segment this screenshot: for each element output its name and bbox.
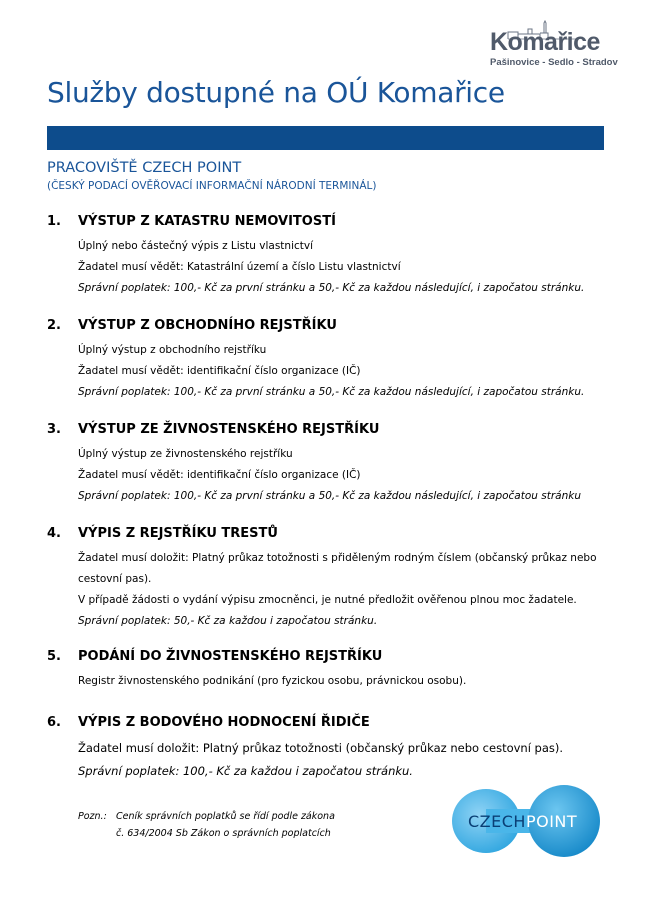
fee-line: Správní poplatek: 50,- Kč za každou i započatou stránku.	[78, 615, 378, 627]
section-line: Žadatel musí doložit: Platný průkaz totožnosti s přiděleným rodným číslem (občanský průkaz nebo	[78, 552, 597, 564]
note-line: č. 634/2004 Sb Zákon o správních poplatcích	[116, 828, 331, 839]
section-number: 5.	[47, 649, 61, 664]
note-line: Ceník správních poplatků se řídí podle zákona	[116, 811, 335, 822]
section-title: VÝPIS Z BODOVÉHO HODNOCENÍ ŘIDIČE	[78, 715, 370, 730]
section-title: VÝSTUP Z OBCHODNÍHO REJSTŘÍKU	[78, 318, 337, 333]
section-heading	[47, 649, 617, 664]
fee-line: Správní poplatek: 100,- Kč za první stránku a 50,- Kč za každou následující, i započatou stránku	[78, 490, 582, 502]
section-heading	[47, 422, 617, 437]
service-section	[47, 526, 617, 632]
section-number: 6.	[47, 715, 61, 730]
header-bar	[47, 126, 604, 150]
section-number: 3.	[47, 422, 61, 437]
section-title: VÝSTUP Z KATASTRU NEMOVITOSTÍ	[78, 214, 336, 229]
section-line: V případě žádosti o vydání výpisu zmocněnci, je nutné předložit ověřenou plnou moc žadatele.	[78, 594, 577, 606]
section-line: Žadatel musí vědět: Katastrální území a číslo Listu vlastnictví	[78, 261, 401, 273]
section-line: Úplný nebo částečný výpis z Listu vlastnictví	[78, 240, 314, 252]
note-label: Pozn.:	[78, 811, 107, 822]
service-section	[47, 422, 617, 507]
section-line: Úplný výstup ze živnostenského rejstříku	[78, 448, 293, 460]
section-number: 4.	[47, 526, 61, 541]
komarice-logo	[488, 20, 618, 72]
fee-line: Správní poplatek: 100,- Kč za každou i započatou stránku.	[78, 764, 413, 778]
page-title: Služby dostupné na OÚ Komařice	[47, 76, 505, 109]
section-line: Žadatel musí vědět: identifikační číslo organizace (IČ)	[78, 469, 361, 481]
section-line: Žadatel musí doložit: Platný průkaz totožnosti (občanský průkaz nebo cestovní pas).	[78, 741, 564, 755]
fee-line: Správní poplatek: 100,- Kč za první stránku a 50,- Kč za každou následující, i započatou stránku.	[78, 386, 585, 398]
section-line: Žadatel musí vědět: identifikační číslo organizace (IČ)	[78, 365, 361, 377]
section-number: 2.	[47, 318, 61, 333]
fee-note	[78, 808, 335, 842]
section-number: 1.	[47, 214, 61, 229]
workplace-subtitle: (ČESKÝ PODACÍ OVĚŘOVACÍ INFORMAČNÍ NÁRODNÍ TERMINÁL)	[47, 180, 377, 192]
section-heading	[47, 715, 617, 730]
logo-subtitle: Pašinovice - Sedlo - Stradov	[490, 57, 618, 68]
section-line: cestovní pas).	[78, 573, 152, 585]
czechpoint-wordmark: CZECHPOINT	[468, 812, 578, 831]
service-section	[47, 715, 617, 783]
logo-name: Komařice	[490, 28, 600, 56]
section-line: Registr živnostenského podnikání (pro fyzickou osobu, právnickou osobu).	[78, 675, 467, 687]
section-heading	[47, 526, 617, 541]
section-heading	[47, 214, 617, 229]
section-line: Úplný výstup z obchodního rejstříku	[78, 344, 267, 356]
section-title: PODÁNÍ DO ŽIVNOSTENSKÉHO REJSTŘÍKU	[78, 649, 383, 664]
section-title: VÝPIS Z REJSTŘÍKU TRESTŮ	[78, 526, 278, 541]
section-heading	[47, 318, 617, 333]
section-title: VÝSTUP ZE ŽIVNOSTENSKÉHO REJSTŘÍKU	[78, 422, 380, 437]
service-section	[47, 214, 617, 299]
service-section	[47, 649, 617, 692]
workplace-title: PRACOVIŠTĚ CZECH POINT	[47, 160, 242, 176]
service-section	[47, 318, 617, 403]
fee-line: Správní poplatek: 100,- Kč za první stránku a 50,- Kč za každou následující, i započatou stránku.	[78, 282, 585, 294]
